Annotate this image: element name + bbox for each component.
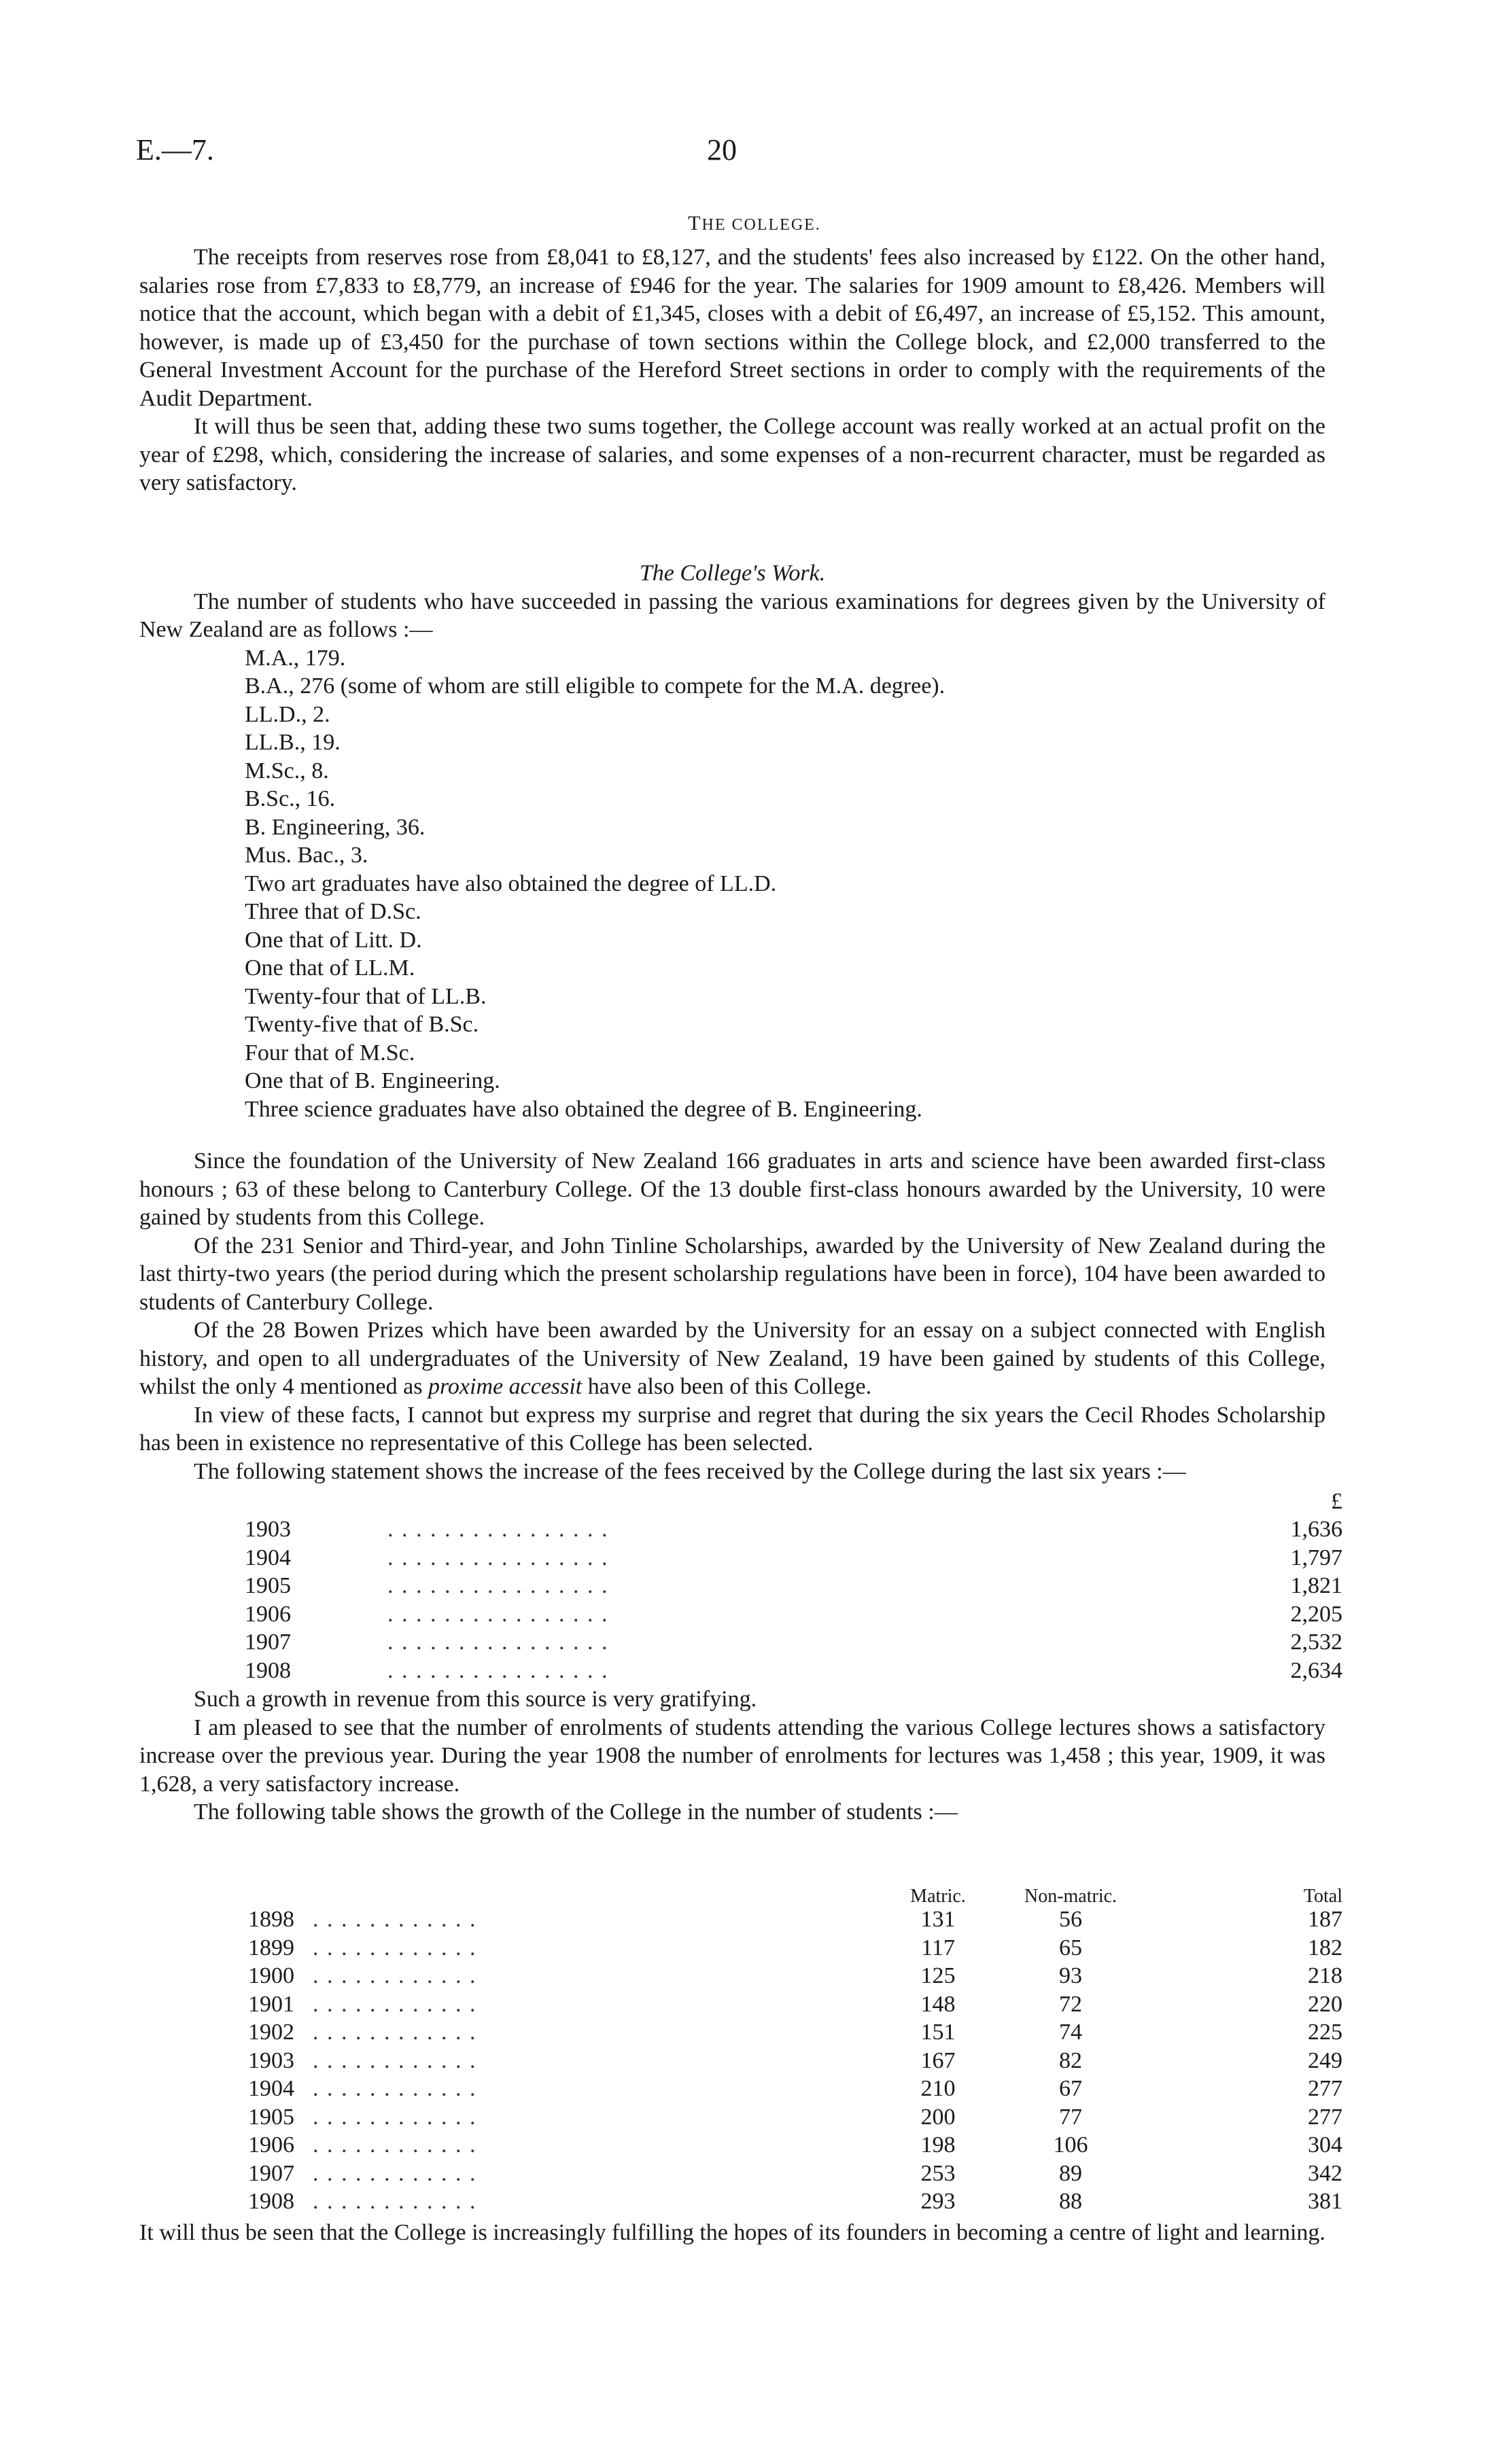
non-matric-count: 74 bbox=[1059, 2020, 1082, 2045]
leader-dots: . . . . . . . . . . . . . . . . bbox=[387, 1517, 609, 1542]
table-row bbox=[139, 1600, 1342, 1629]
list-item: B. Engineering, 36. bbox=[245, 814, 426, 840]
non-matric-count: 56 bbox=[1059, 1907, 1082, 1932]
students-year: 1906 bbox=[248, 2132, 294, 2158]
paragraph-profit: It will thus be seen that, adding these two sums together, the College account was really worked at an actual profit on the year of £298, which, considering the increase of salaries, and some expenses of a non-recurrent character, must be regarded as very satisfactory. bbox=[139, 414, 1325, 495]
table-row bbox=[139, 2075, 1342, 2103]
students-year: 1907 bbox=[248, 2160, 294, 2186]
leader-dots: . . . . . . . . . . . . bbox=[313, 1935, 477, 1960]
table-row bbox=[139, 2160, 1342, 2188]
students-year: 1908 bbox=[248, 2189, 294, 2214]
students-year: 1904 bbox=[248, 2076, 294, 2101]
list-item: Twenty-four that of LL.B. bbox=[245, 983, 487, 1009]
paragraph-scholarships: Of the 231 Senior and Third-year, and John Tinline Scholarships, awarded by the University of New Zealand during the last thirty-two years (the period during which the present scholarship regulations have been in force), 104 have been awarded to students of Canterbury College. bbox=[139, 1233, 1325, 1315]
list-item: LL.D., 2. bbox=[245, 701, 330, 727]
leader-dots: . . . . . . . . . . . . . . . . bbox=[387, 1630, 609, 1655]
list-item: Twenty-five that of B.Sc. bbox=[245, 1012, 479, 1037]
paragraph-degrees-intro: The number of students who have succeeded in passing the various examinations for degrees given by the University of New Zealand are as follows :— bbox=[139, 588, 1325, 642]
leader-dots: . . . . . . . . . . . . . . . . bbox=[387, 1601, 609, 1627]
section-title-initial: T bbox=[688, 212, 702, 234]
fees-year: 1907 bbox=[245, 1630, 291, 1655]
fees-amount: 2,634 bbox=[1290, 1657, 1342, 1683]
matric-count: 293 bbox=[920, 2189, 956, 2214]
paragraph-rhodes: In view of these facts, I cannot but express my surprise and regret that during the six years the Cecil Rhodes Scholarship has been in existence no representative of this College has been selected. bbox=[139, 1402, 1325, 1456]
bowen-text-italic: proxime accessit bbox=[428, 1374, 583, 1399]
table-row bbox=[139, 1962, 1342, 1990]
students-year: 1899 bbox=[248, 1935, 294, 1960]
non-matric-count: 88 bbox=[1059, 2189, 1082, 2214]
section-title bbox=[0, 209, 1509, 240]
students-year: 1901 bbox=[248, 1991, 294, 2017]
paragraph-closing: It will thus be seen that the College is increasingly fulfilling the hopes of its founders in becoming a centre of light and learning. bbox=[139, 2220, 1325, 2245]
total-count: 304 bbox=[1308, 2132, 1342, 2158]
honours-section bbox=[139, 1147, 1325, 1485]
leader-dots: . . . . . . . . . . . . bbox=[313, 2047, 477, 2073]
matric-count: 253 bbox=[920, 2160, 956, 2186]
non-matric-count: 65 bbox=[1059, 1935, 1082, 1960]
students-table-header bbox=[139, 1882, 1342, 1907]
list-item: Mus. Bac., 3. bbox=[245, 843, 368, 868]
matric-count: 210 bbox=[920, 2076, 956, 2101]
enrolments-section bbox=[139, 1685, 1325, 1827]
fees-year: 1903 bbox=[245, 1517, 291, 1542]
fees-year: 1906 bbox=[245, 1601, 291, 1627]
non-matric-count: 89 bbox=[1059, 2160, 1082, 2186]
total-count: 187 bbox=[1308, 1907, 1342, 1932]
total-count: 381 bbox=[1308, 2189, 1342, 2214]
non-matric-count: 72 bbox=[1059, 1991, 1082, 2017]
table-row bbox=[139, 1657, 1342, 1685]
non-matric-count: 82 bbox=[1059, 2047, 1082, 2073]
leader-dots: . . . . . . . . . . . . bbox=[313, 1907, 477, 1932]
leader-dots: . . . . . . . . . . . . . . . . bbox=[387, 1573, 609, 1598]
leader-dots: . . . . . . . . . . . . . . . . bbox=[387, 1545, 609, 1570]
table-row bbox=[139, 2103, 1342, 2132]
degree-list bbox=[139, 644, 1325, 1124]
list-item: One that of Litt. D. bbox=[245, 927, 422, 953]
table-row bbox=[139, 1544, 1342, 1572]
opening-section bbox=[139, 243, 1325, 497]
total-count: 225 bbox=[1308, 2020, 1342, 2045]
non-matric-count: 93 bbox=[1059, 1963, 1082, 1988]
paragraph-receipts: The receipts from reserves rose from £8,041 to £8,127, and the students' fees also increased by £122. On the other hand, salaries rose from £7,833 to £8,779, an increase of £946 for the year. The salaries for 1909 amount to £8,426. Members will notice that the account, which began with a debit of £1,345, closes with a debit of £6,497, an increase of £5,152. This amount, however, is made up of £3,450 for the purchase of town sections within the College block, and £2,000 transferred to the General Investment Account for the purchase of the Hereford Street sections in order to comply with the requirements of the Audit Department. bbox=[139, 245, 1325, 411]
non-matric-count: 106 bbox=[1053, 2132, 1088, 2158]
fees-amount: 1,821 bbox=[1290, 1573, 1342, 1598]
fees-year: 1905 bbox=[245, 1573, 291, 1598]
matric-count: 131 bbox=[920, 1907, 956, 1932]
paragraph-bowen-prizes bbox=[139, 1316, 1325, 1401]
paragraph-students-intro: The following table shows the growth of the College in the number of students :— bbox=[194, 1799, 958, 1825]
leader-dots: . . . . . . . . . . . . bbox=[313, 2076, 477, 2101]
paragraph-growth: Such a growth in revenue from this source is very gratifying. bbox=[194, 1687, 757, 1712]
list-item: Four that of M.Sc. bbox=[245, 1040, 415, 1066]
table-row bbox=[139, 1515, 1342, 1544]
leader-dots: . . . . . . . . . . . . bbox=[313, 2020, 477, 2045]
matric-count: 117 bbox=[921, 1935, 955, 1960]
document-reference: E.—7. bbox=[136, 133, 214, 166]
table-row bbox=[139, 1572, 1342, 1600]
list-item: One that of LL.M. bbox=[245, 955, 415, 981]
students-table bbox=[139, 1882, 1342, 2216]
students-year: 1902 bbox=[248, 2020, 294, 2045]
currency-header: £ bbox=[1331, 1489, 1342, 1514]
list-item: B.A., 276 (some of whom are still eligible to compete for the M.A. degree). bbox=[245, 673, 946, 699]
total-count: 182 bbox=[1308, 1935, 1342, 1960]
leader-dots: . . . . . . . . . . . . bbox=[313, 2132, 477, 2158]
table-row bbox=[139, 1990, 1342, 2019]
list-item: Three science graduates have also obtained the degree of B. Engineering. bbox=[245, 1096, 922, 1122]
leader-dots: . . . . . . . . . . . . bbox=[313, 1991, 477, 2017]
list-item: M.Sc., 8. bbox=[245, 758, 329, 784]
closing-section bbox=[139, 2219, 1325, 2247]
non-matric-count: 67 bbox=[1059, 2076, 1082, 2101]
list-item: LL.B., 19. bbox=[245, 730, 341, 755]
students-year: 1898 bbox=[248, 1907, 294, 1932]
total-count: 277 bbox=[1308, 2104, 1342, 2130]
bowen-text-after: have also been of this College. bbox=[582, 1374, 872, 1399]
table-row bbox=[139, 1905, 1342, 1934]
table-row bbox=[139, 2187, 1342, 2216]
list-item: Three that of D.Sc. bbox=[245, 899, 421, 924]
paragraph-enrolments: I am pleased to see that the number of enrolments of students attending the various College lectures shows a satisfactory increase over the previous year. During the year 1908 the number of enrolments for lectures was 1,458 ; this year, 1909, it was 1,628, a very satisfactory increase. bbox=[139, 1714, 1325, 1797]
leader-dots: . . . . . . . . . . . . . . . . bbox=[387, 1657, 609, 1683]
leader-dots: . . . . . . . . . . . . bbox=[313, 2104, 477, 2130]
table-row bbox=[139, 1934, 1342, 1963]
page-number: 20 bbox=[707, 133, 737, 166]
fees-amount: 2,205 bbox=[1290, 1601, 1342, 1627]
matric-count: 151 bbox=[920, 2020, 956, 2045]
subheading: The College's Work. bbox=[639, 561, 826, 586]
leader-dots: . . . . . . . . . . . . bbox=[313, 1963, 477, 1988]
table-row bbox=[139, 2018, 1342, 2047]
matric-count: 167 bbox=[920, 2047, 956, 2073]
list-item: B.Sc., 16. bbox=[245, 786, 336, 811]
fees-table bbox=[139, 1489, 1342, 1685]
paragraph-fees-intro: The following statement shows the increase of the fees received by the College during the last six years :— bbox=[194, 1458, 1186, 1484]
column-header-non-matric: Non-matric. bbox=[1024, 1886, 1117, 1907]
fees-year: 1904 bbox=[245, 1545, 291, 1570]
list-item: One that of B. Engineering. bbox=[245, 1068, 500, 1093]
matric-count: 148 bbox=[920, 1991, 956, 2017]
students-year: 1903 bbox=[248, 2047, 294, 2073]
college-work-section bbox=[139, 559, 1325, 1123]
total-count: 342 bbox=[1308, 2160, 1342, 2186]
fees-amount: 2,532 bbox=[1290, 1630, 1342, 1655]
total-count: 218 bbox=[1308, 1963, 1342, 1988]
total-count: 249 bbox=[1308, 2047, 1342, 2073]
table-row bbox=[139, 1628, 1342, 1657]
students-year: 1900 bbox=[248, 1963, 294, 1988]
total-count: 277 bbox=[1308, 2076, 1342, 2101]
matric-count: 198 bbox=[920, 2132, 956, 2158]
fees-amount: 1,797 bbox=[1290, 1545, 1342, 1570]
non-matric-count: 77 bbox=[1059, 2104, 1082, 2130]
bowen-text-before: Of the 28 Bowen Prizes which have been awarded by the University for an essay on a subject connected with English history, and open to all undergraduates of the University of New Zealand, 19 have been gained by students of this College, whilst the only 4 mentioned as bbox=[139, 1318, 1325, 1399]
paragraph-honours: Since the foundation of the University of New Zealand 166 graduates in arts and science have been awarded first-class honours ; 63 of these belong to Canterbury College. Of the 13 double first-class honours awarded by the University, 10 were gained by students from this College. bbox=[139, 1148, 1325, 1230]
leader-dots: . . . . . . . . . . . . bbox=[313, 2189, 477, 2214]
column-header-total: Total bbox=[1303, 1886, 1342, 1907]
leader-dots: . . . . . . . . . . . . bbox=[313, 2160, 477, 2186]
list-item: M.A., 179. bbox=[245, 645, 346, 671]
fees-year: 1908 bbox=[245, 1657, 291, 1683]
table-row bbox=[139, 2047, 1342, 2075]
section-title-rest: HE COLLEGE. bbox=[701, 216, 821, 234]
fees-amount: 1,636 bbox=[1290, 1517, 1342, 1542]
table-row bbox=[139, 2131, 1342, 2160]
list-item: Two art graduates have also obtained the degree of LL.D. bbox=[245, 870, 777, 896]
students-year: 1905 bbox=[248, 2104, 294, 2130]
column-header-matric: Matric. bbox=[910, 1886, 966, 1907]
matric-count: 200 bbox=[920, 2104, 956, 2130]
total-count: 220 bbox=[1308, 1991, 1342, 2017]
matric-count: 125 bbox=[920, 1963, 956, 1988]
